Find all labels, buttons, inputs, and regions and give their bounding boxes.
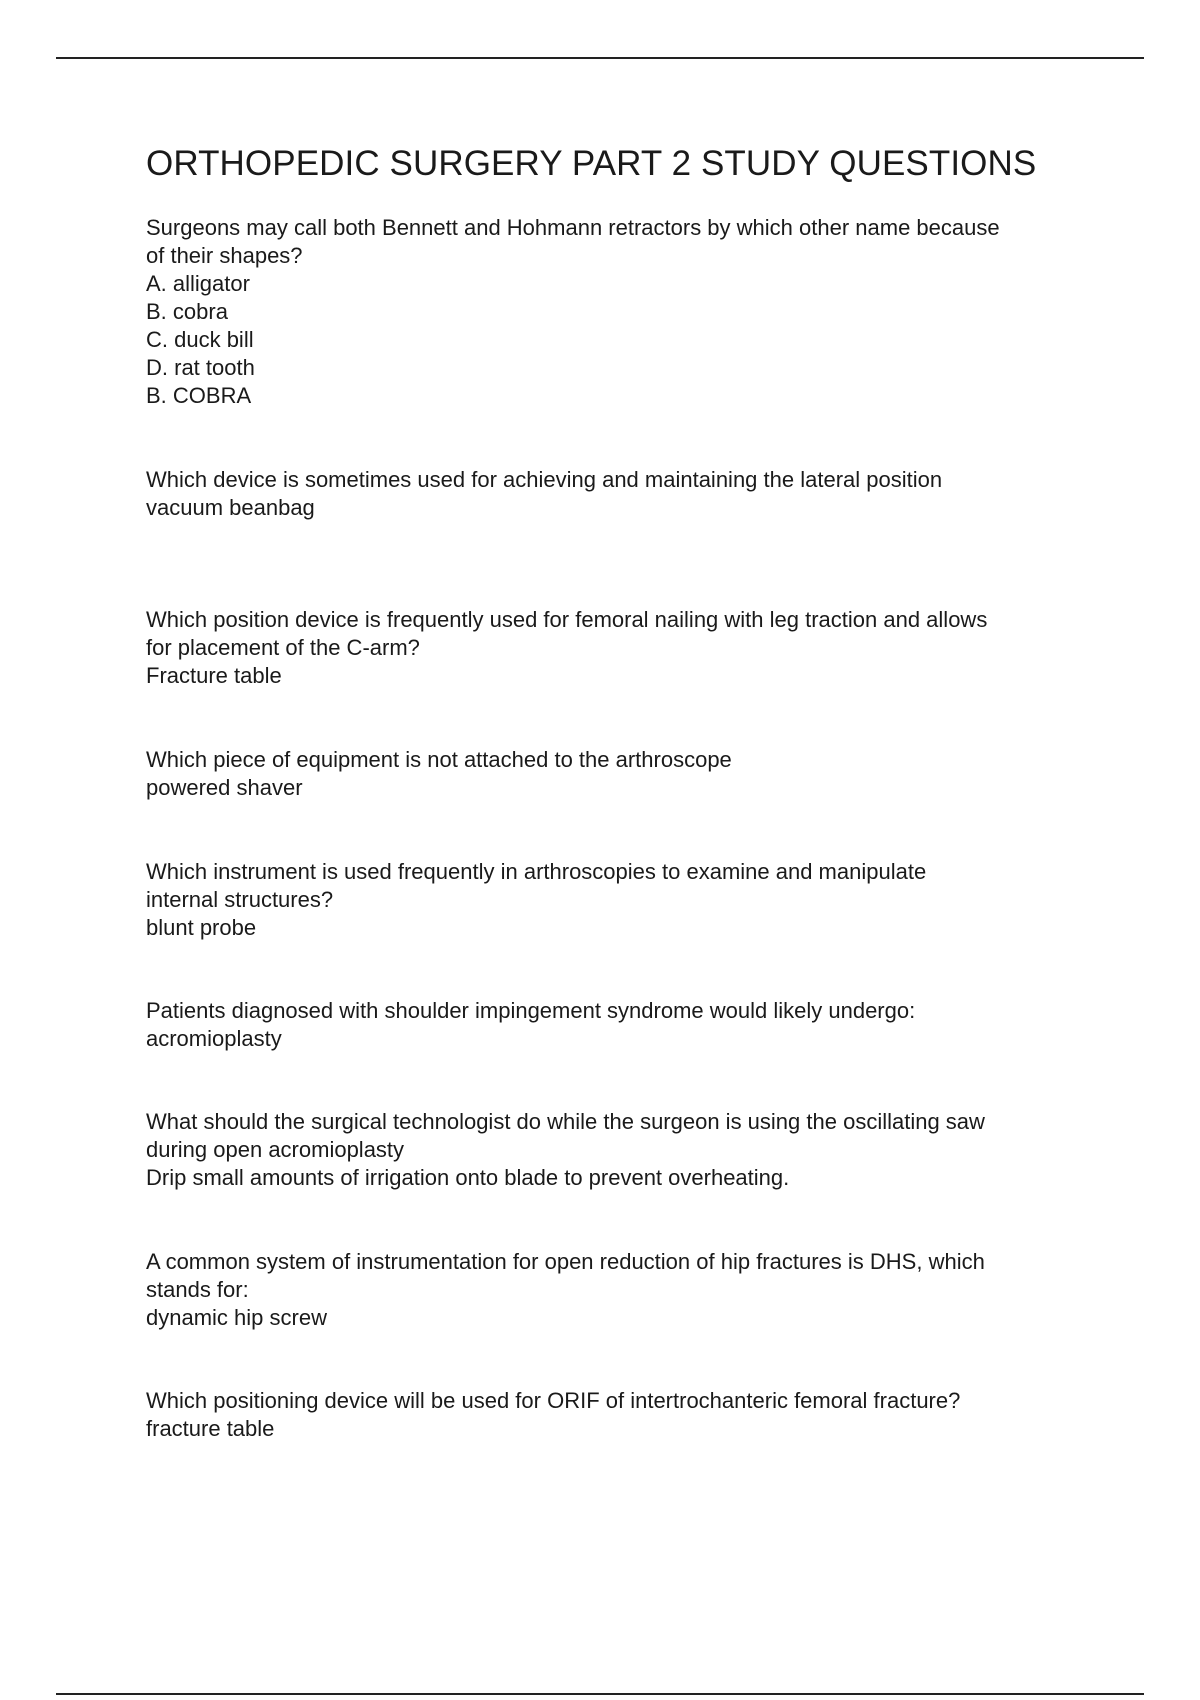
qa-item	[146, 214, 1000, 410]
option-line: A. alligator	[146, 271, 250, 296]
footer-rule	[56, 1693, 1144, 1695]
answer-line: B. COBRA	[146, 383, 252, 408]
document-body	[146, 140, 1101, 1441]
option-line: D. rat tooth	[146, 355, 255, 380]
qa-item	[146, 1108, 985, 1192]
qa-item	[146, 997, 915, 1053]
answer-line: Drip small amounts of irrigation onto blade to prevent overheating.	[146, 1165, 790, 1190]
qa-item	[146, 606, 987, 690]
qa-item	[146, 858, 926, 942]
question-line: Which instrument is used frequently in arthroscopies to examine and manipulate	[146, 859, 927, 884]
answer-line: powered shaver	[146, 775, 303, 800]
question-line: A common system of instrumentation for open reduction of hip fractures is DHS, which	[146, 1249, 985, 1274]
qa-item	[146, 746, 732, 802]
question-line: internal structures?	[146, 887, 334, 912]
qa-item	[146, 466, 942, 522]
question-line: Surgeons may call both Bennett and Hohmann retractors by which other name because	[146, 215, 1000, 240]
question-line: Patients diagnosed with shoulder impingement syndrome would likely undergo:	[146, 998, 916, 1023]
question-line: Which piece of equipment is not attached to the arthroscope	[146, 747, 732, 772]
question-line: What should the surgical technologist do while the surgeon is using the oscillating saw	[146, 1109, 985, 1134]
page-title: ORTHOPEDIC SURGERY PART 2 STUDY QUESTIONS	[146, 144, 1037, 183]
question-line: of their shapes?	[146, 243, 303, 268]
answer-line: vacuum beanbag	[146, 495, 315, 520]
answer-line: Fracture table	[146, 663, 282, 688]
answer-line: blunt probe	[146, 915, 257, 940]
answer-line: acromioplasty	[146, 1026, 282, 1051]
question-line: Which device is sometimes used for achieving and maintaining the lateral position	[146, 467, 943, 492]
question-line: during open acromioplasty	[146, 1137, 405, 1162]
question-line: Which positioning device will be used for ORIF of intertrochanteric femoral fracture?	[146, 1388, 961, 1413]
answer-line: fracture table	[146, 1416, 275, 1441]
header-rule	[56, 57, 1144, 59]
qa-item	[146, 1248, 985, 1332]
qa-item	[146, 1387, 960, 1443]
question-line: for placement of the C-arm?	[146, 635, 420, 660]
question-line: stands for:	[146, 1277, 249, 1302]
question-line: Which position device is frequently used for femoral nailing with leg traction and allows	[146, 607, 988, 632]
answer-line: dynamic hip screw	[146, 1305, 327, 1330]
option-line: B. cobra	[146, 299, 228, 324]
option-line: C. duck bill	[146, 327, 254, 352]
